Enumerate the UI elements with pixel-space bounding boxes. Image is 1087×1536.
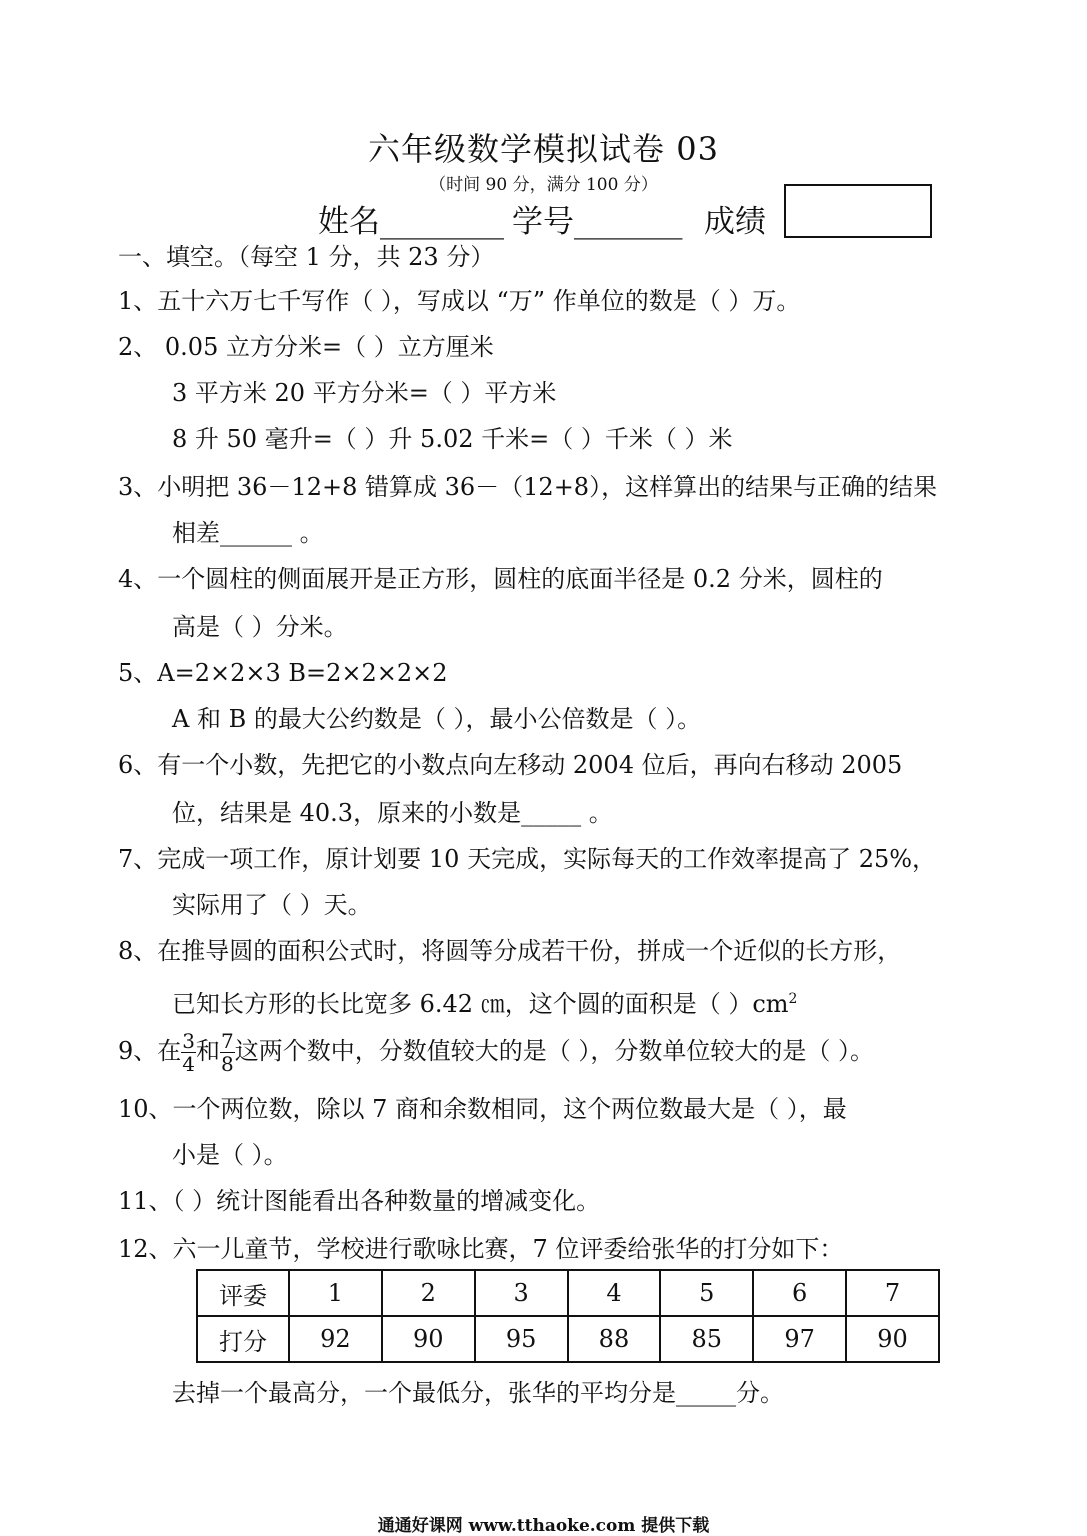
score-cell: 92: [289, 1316, 382, 1362]
question-2-line-1: 2、 0.05 立方分米=（ ）立方厘米: [118, 333, 494, 361]
score-cell: 90: [382, 1316, 475, 1362]
table-row-label: 评委: [197, 1270, 289, 1316]
score-cell: 95: [475, 1316, 568, 1362]
footer-credit: 通通好课网 www.tthaoke.com 提供下载: [377, 1516, 710, 1536]
question-12: 12、六一儿童节，学校进行歌咏比赛，7 位评委给张华的打分如下：: [118, 1235, 844, 1263]
question-10-line-2: 小是（ ）。: [172, 1141, 288, 1169]
question-7-line-2: 实际用了（ ）天。: [172, 891, 372, 919]
question-3-line-1: 3、小明把 36－12+8 错算成 36－（12+8），这样算出的结果与正确的结果: [118, 473, 938, 501]
question-4-line-2: 高是（ ）分米。: [172, 613, 348, 641]
question-8-line-2: [172, 984, 797, 1019]
fraction-3-4: [181, 1030, 196, 1075]
fraction-numerator: 3: [182, 1029, 196, 1053]
judge-cell: 4: [568, 1270, 661, 1316]
judge-cell: 7: [846, 1270, 939, 1316]
table-row-label: 打分: [197, 1316, 289, 1362]
judge-cell: 3: [475, 1270, 568, 1316]
fraction-denominator: 8: [221, 1052, 234, 1076]
question-12-line-2: 去掉一个最高分，一个最低分，张华的平均分是_____分。: [172, 1379, 784, 1407]
table-row-scores: [197, 1316, 939, 1362]
judge-cell: 1: [289, 1270, 382, 1316]
question-9-prefix: 9、在: [118, 1037, 182, 1065]
page-subtitle: （时间 90 分，满分 100 分）: [429, 175, 658, 195]
question-5-line-2: A 和 B 的最大公约数是（ ），最小公倍数是（ ）。: [172, 705, 702, 733]
question-8-line-1: 8、在推导圆的面积公式时，将圆等分成若干份，拼成一个近似的长方形，: [118, 937, 902, 965]
page-title: 六年级数学模拟试卷 03: [368, 130, 719, 168]
question-6-line-1: 6、有一个小数，先把它的小数点向左移动 2004 位后，再向右移动 2005: [118, 751, 903, 779]
question-2-line-3: 8 升 50 毫升=（ ）升 5.02 千米=（ ）千米（ ）米: [172, 425, 733, 453]
score-label: 成绩: [704, 204, 766, 240]
question-2-line-2: 3 平方米 20 平方分米=（ ）平方米: [172, 379, 557, 407]
question-3-line-2: 相差______ 。: [172, 519, 324, 547]
question-4-line-1: 4、一个圆柱的侧面展开是正方形，圆柱的底面半径是 0.2 分米，圆柱的: [118, 565, 883, 593]
fraction-denominator: 4: [182, 1052, 196, 1076]
score-cell: 85: [660, 1316, 753, 1362]
question-8-text: 已知长方形的长比宽多 6.42 ㎝，这个圆的面积是（ ）cm: [172, 990, 789, 1018]
question-9: [118, 1030, 874, 1075]
question-10-line-1: 10、一个两位数，除以 7 商和余数相同，这个两位数最大是（ ），最: [118, 1095, 847, 1123]
question-11: 11、（ ）统计图能看出各种数量的增减变化。: [118, 1187, 601, 1215]
section-heading: 一、填空。（每空 1 分，共 23 分）: [118, 243, 495, 271]
question-9-mid: 和: [196, 1037, 221, 1065]
fraction-7-8: [220, 1030, 235, 1075]
judge-score-table: [196, 1269, 940, 1363]
superscript-2: 2: [788, 991, 798, 1007]
score-cell: 97: [753, 1316, 846, 1362]
judge-cell: 6: [753, 1270, 846, 1316]
question-6-line-2: 位，结果是 40.3，原来的小数是_____ 。: [172, 799, 613, 827]
question-1: 1、五十六万七千写作（ ），写成以 “万” 作单位的数是（ ）万。: [118, 287, 801, 315]
fraction-numerator: 7: [221, 1029, 234, 1053]
score-box: [784, 184, 932, 238]
student-id-field: 学号_______: [512, 204, 683, 240]
question-7-line-1: 7、完成一项工作，原计划要 10 天完成，实际每天的工作效率提高了 25%，: [118, 845, 937, 873]
score-cell: 88: [568, 1316, 661, 1362]
name-field: 姓名________: [318, 204, 504, 240]
judge-cell: 5: [660, 1270, 753, 1316]
table-row-judges: [197, 1270, 939, 1316]
question-9-suffix: 这两个数中，分数值较大的是（ ），分数单位较大的是（ ）。: [234, 1037, 875, 1065]
judge-cell: 2: [382, 1270, 475, 1316]
question-5-line-1: 5、A=2×2×3 B=2×2×2×2: [118, 659, 448, 687]
score-cell: 90: [846, 1316, 939, 1362]
